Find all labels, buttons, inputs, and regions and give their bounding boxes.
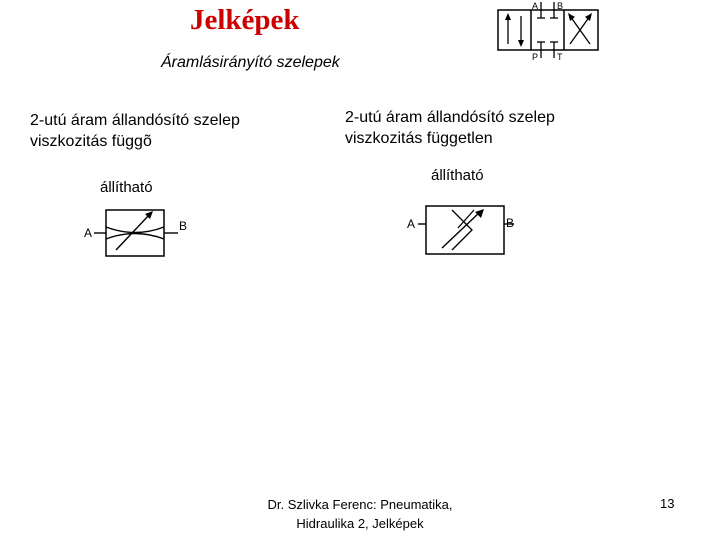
port-label-a: A	[532, 1, 539, 11]
right-heading-line1: 2-utú áram állandósító szelep	[345, 109, 555, 126]
footer-citation	[240, 495, 480, 533]
right-sublabel: állítható	[431, 167, 484, 184]
left-sublabel: állítható	[100, 179, 153, 196]
directional-valve-symbol	[494, 0, 604, 62]
footer-line1: Dr. Szlivka Ferenc: Pneumatika,	[267, 497, 453, 512]
port-label-b: B	[557, 1, 564, 11]
page-subtitle: Áramlásirányító szelepek	[161, 54, 340, 71]
port-label-p: P	[532, 52, 539, 62]
port-label-b: B	[506, 216, 515, 230]
flow-control-valve-viscosity-independent	[402, 198, 532, 264]
port-label-b: B	[179, 219, 188, 233]
page-title: Jelképek	[190, 4, 300, 36]
port-label-a: A	[84, 226, 93, 240]
throttle-lower-arc	[106, 234, 164, 240]
footer-line2: Hidraulika 2, Jelképek	[296, 516, 424, 531]
valve-body	[498, 10, 598, 50]
left-heading-line1: 2-utú áram állandósító szelep	[30, 112, 240, 129]
valve-body	[426, 206, 504, 254]
page-number: 13	[660, 496, 675, 511]
right-heading	[345, 107, 555, 149]
port-label-a: A	[407, 217, 416, 231]
arrowhead-icon	[475, 209, 484, 218]
right-heading-line2: viszkozitás független	[345, 130, 493, 147]
left-heading	[30, 110, 240, 152]
adjustable-arrow	[442, 212, 480, 248]
flow-control-valve-viscosity-dependent	[78, 198, 196, 264]
left-heading-line2: viszkozitás függõ	[30, 133, 152, 150]
port-label-t: T	[557, 52, 563, 62]
